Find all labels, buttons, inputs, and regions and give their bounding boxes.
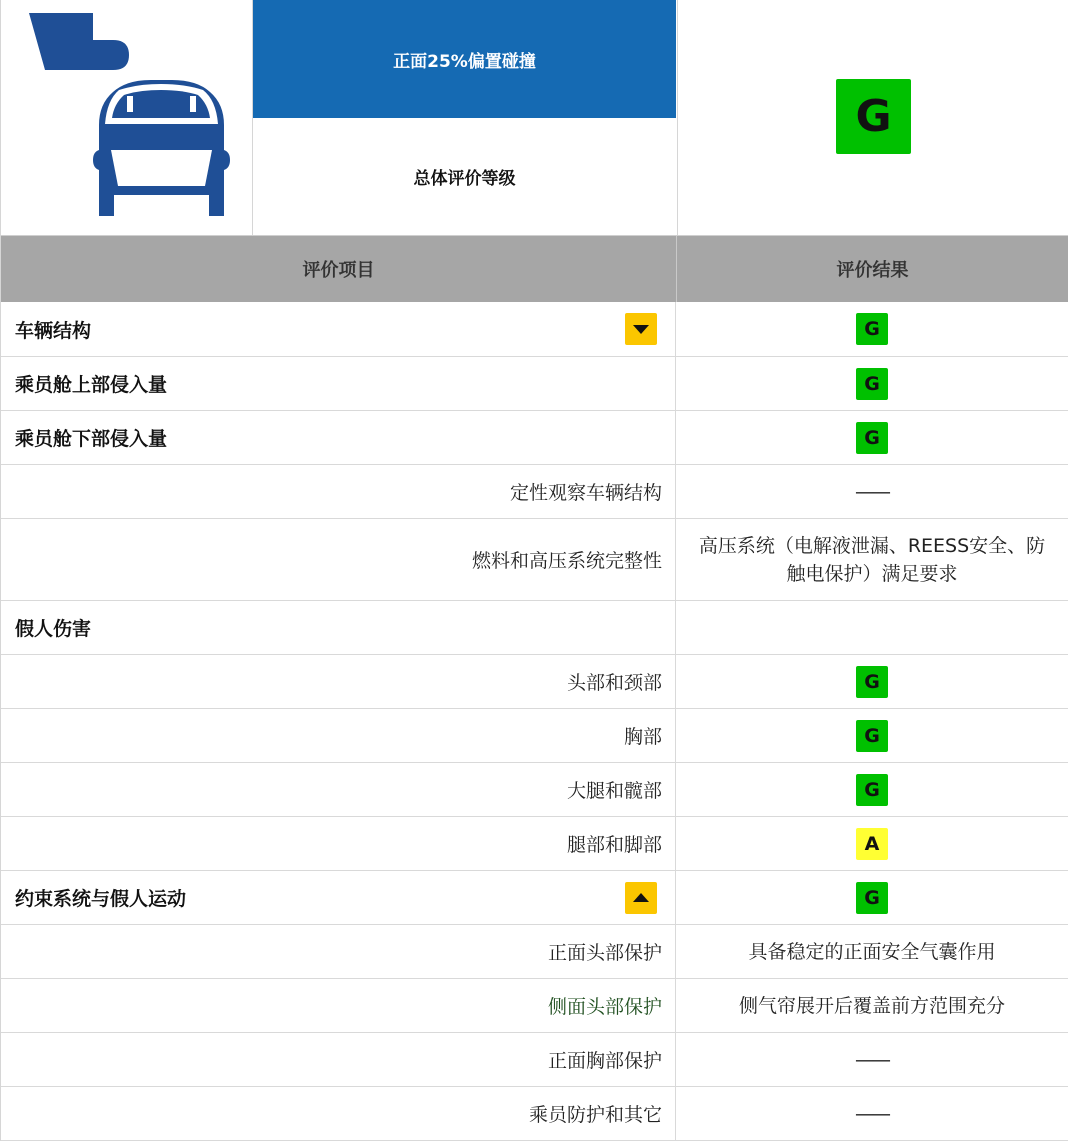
row-label: 正面胸部保护 bbox=[547, 1050, 662, 1072]
row-label: 约束系统与假人运动 bbox=[15, 888, 187, 910]
table-row bbox=[1, 601, 1068, 655]
overall-label-cell bbox=[253, 118, 676, 235]
table-row bbox=[1, 763, 1068, 817]
grade-badge: G bbox=[856, 882, 888, 914]
grade-badge: G bbox=[856, 313, 888, 345]
grade-badge: G bbox=[856, 666, 888, 698]
table-row bbox=[1, 302, 1068, 357]
row-result: 具备稳定的正面安全气囊作用 bbox=[748, 940, 996, 963]
grade-badge: G bbox=[856, 368, 888, 400]
row-label: 乘员舱上部侵入量 bbox=[15, 374, 168, 396]
collapse-toggle-button[interactable] bbox=[625, 313, 657, 345]
table-row bbox=[1, 357, 1068, 411]
row-result: —— bbox=[855, 1048, 889, 1071]
row-label: 腿部和脚部 bbox=[566, 834, 662, 856]
table-row bbox=[1, 465, 1068, 519]
table-row bbox=[1, 709, 1068, 763]
table-row bbox=[1, 411, 1068, 465]
test-title: 正面25%偏置碰撞 bbox=[393, 51, 536, 72]
logo-cell bbox=[1, 0, 253, 235]
row-result: —— bbox=[855, 1102, 889, 1125]
row-label: 车辆结构 bbox=[15, 319, 92, 342]
expand-toggle-button[interactable] bbox=[625, 882, 657, 914]
overall-grade-cell bbox=[677, 0, 1068, 235]
table-header bbox=[1, 0, 1068, 236]
table-row bbox=[1, 519, 1068, 601]
triangle-down-icon bbox=[633, 325, 649, 334]
grade-badge: G bbox=[856, 774, 888, 806]
overall-grade-badge: G bbox=[836, 79, 911, 154]
table-row bbox=[1, 1033, 1068, 1087]
grade-badge: G bbox=[856, 720, 888, 752]
table-body bbox=[1, 302, 1068, 1141]
grade-badge: G bbox=[856, 422, 888, 454]
triangle-up-icon bbox=[633, 893, 649, 902]
frontal-small-overlap-crash-icon bbox=[1, 0, 252, 235]
row-label: 假人伤害 bbox=[15, 618, 92, 640]
table-row bbox=[1, 925, 1068, 979]
table-row bbox=[1, 979, 1068, 1033]
row-label: 乘员防护和其它 bbox=[528, 1104, 662, 1126]
column-header-item: 评价项目 bbox=[1, 236, 677, 302]
table-row bbox=[1, 817, 1068, 871]
row-label: 侧面头部保护 bbox=[547, 996, 662, 1018]
table-row bbox=[1, 1087, 1068, 1141]
row-label: 乘员舱下部侵入量 bbox=[15, 428, 168, 450]
column-header-result: 评价结果 bbox=[836, 260, 909, 281]
row-label: 燃料和高压系统完整性 bbox=[471, 550, 662, 572]
row-result bbox=[685, 532, 1059, 588]
overall-label: 总体评价等级 bbox=[413, 169, 516, 189]
row-result: —— bbox=[855, 480, 889, 503]
grade-badge: A bbox=[856, 828, 888, 860]
table-row bbox=[1, 655, 1068, 709]
row-result: 侧气帘展开后覆盖前方范围充分 bbox=[738, 994, 1005, 1017]
row-label: 头部和颈部 bbox=[566, 672, 662, 694]
column-header-row bbox=[1, 236, 1068, 302]
row-label: 定性观察车辆结构 bbox=[509, 482, 662, 504]
row-label: 大腿和髋部 bbox=[566, 780, 662, 802]
test-title-cell bbox=[253, 0, 676, 118]
table-row bbox=[1, 871, 1068, 925]
row-result-line: 高压系统（电解液泄漏、REESS安全、防 bbox=[698, 534, 1046, 557]
row-result-line: 触电保护）满足要求 bbox=[786, 562, 958, 585]
row-label: 胸部 bbox=[623, 726, 662, 748]
row-label: 正面头部保护 bbox=[547, 942, 662, 964]
